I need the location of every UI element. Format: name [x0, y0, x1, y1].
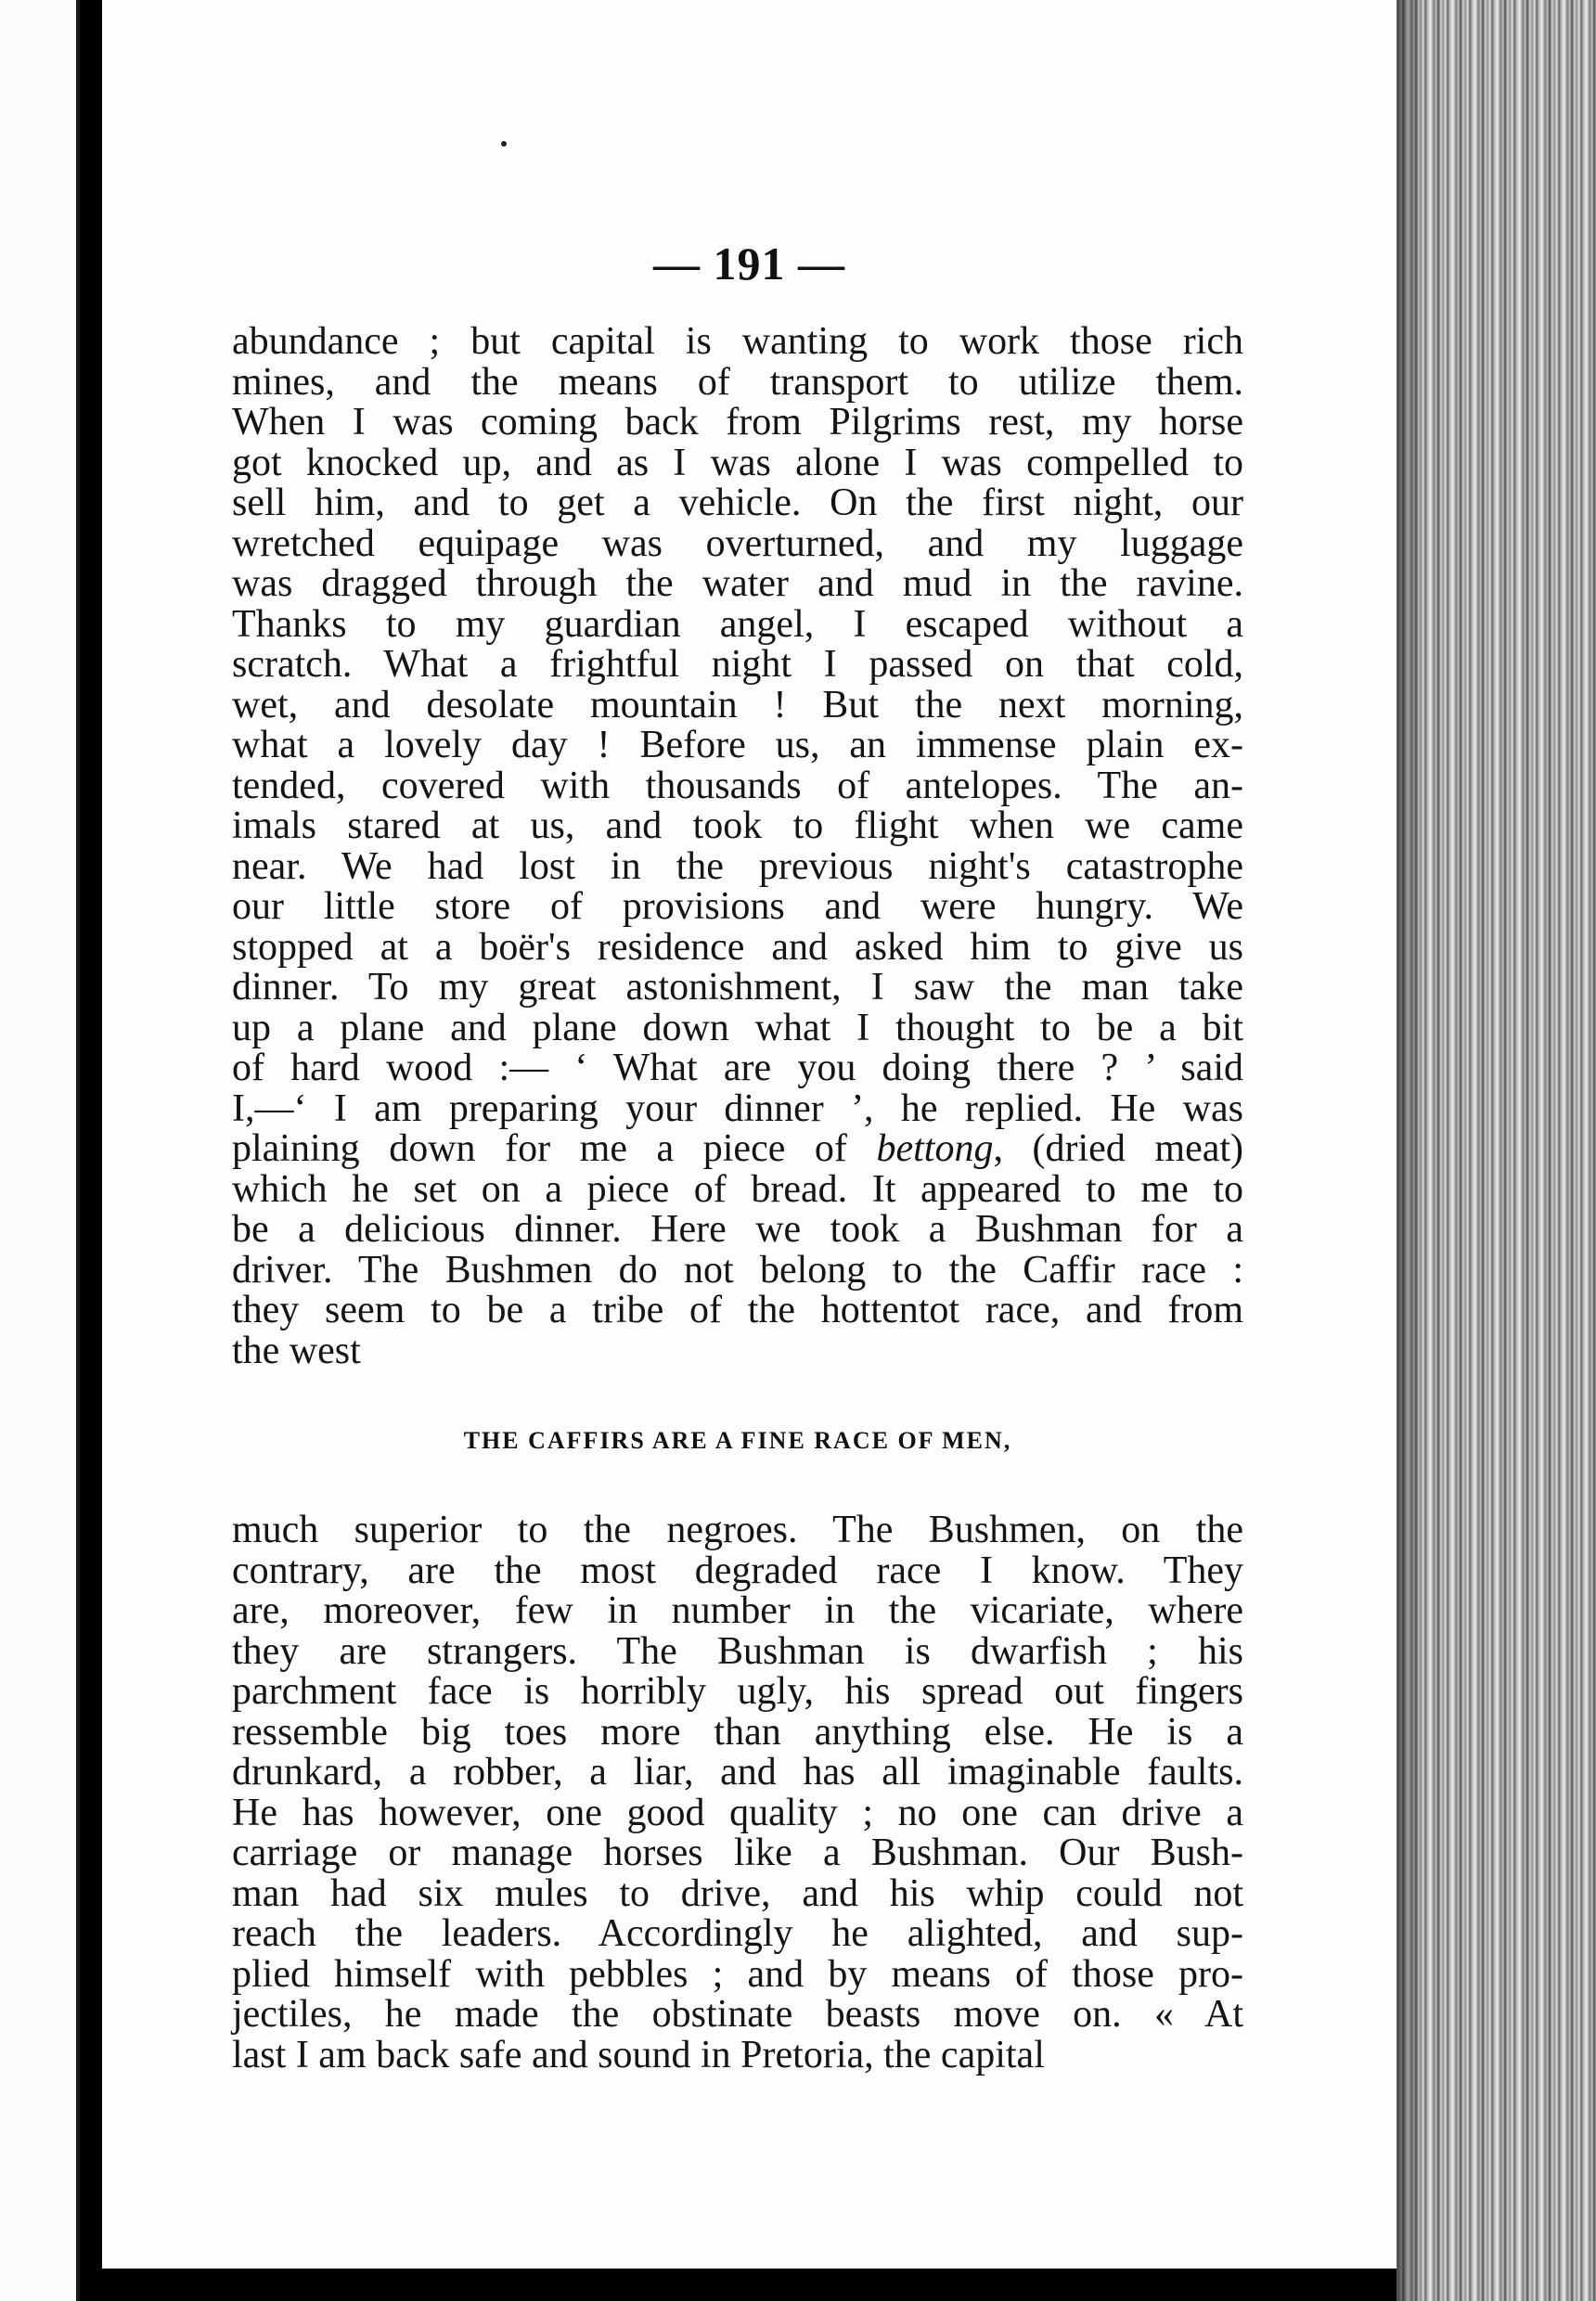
text-line: which he set on a piece of bread. It appeared to me to: [232, 1167, 1243, 1211]
text-line: our little store of provisions and were hungry. We: [232, 885, 1243, 928]
text-line: carriage or manage horses like a Bushman. Our Bush-: [232, 1832, 1243, 1874]
text-line: the west: [232, 1329, 361, 1372]
text-line: abundance ; but capital is wanting to work those rich: [232, 320, 1243, 363]
text-line: dinner. To my great astonishment, I saw the man take: [232, 966, 1243, 1009]
text-line: sell him, and to get a vehicle. On the first night, our: [232, 482, 1243, 524]
text-line: plied himself with pebbles ; and by means of those pro-: [232, 1952, 1243, 1996]
text-line: drunkard, a robber, a liar, and has all imaginable faults.: [232, 1751, 1243, 1793]
text-line: jectiles, he made the obstinate beasts move on. « At: [232, 1993, 1243, 2036]
text-line: last I am back safe and sound in Pretoria, the capital: [232, 2033, 1045, 2076]
text-segment: , (dried meat): [993, 1127, 1244, 1170]
text-line: I,—‘ I am preparing your dinner ’, he replied. He was: [232, 1086, 1243, 1130]
text-line: what a lovely day ! Before us, an immense plain ex-: [232, 724, 1243, 766]
page-number-header: — 191 —: [653, 238, 845, 289]
text-line: tended, covered with thousands of antelopes. The an-: [232, 764, 1243, 807]
text-line: are, moreover, few in number in the vicariate, where: [232, 1589, 1243, 1632]
text-line: near. We had lost in the previous night's catastrophe: [232, 844, 1243, 888]
text-line: they seem to be a tribe of the hottentot race, and from: [232, 1289, 1243, 1331]
italic-term: bettong: [876, 1127, 994, 1170]
text-line: ressemble big toes more than anything else. He is a: [232, 1710, 1243, 1754]
text-line: was dragged through the water and mud in the ravine.: [232, 562, 1243, 605]
text-line: reach the leaders. Accordingly he alighted, and sup-: [232, 1912, 1243, 1955]
ink-speck: [501, 141, 507, 147]
stacked-page-edges: [1396, 0, 1596, 2301]
text-line: up a plane and plane down what I thought to be a bit: [232, 1006, 1243, 1049]
section-heading: THE CAFFIRS ARE A FINE RACE OF MEN,: [463, 1427, 1012, 1454]
text-line: imals stared at us, and took to flight when we came: [232, 804, 1243, 847]
text-line: driver. The Bushmen do not belong to the Caffir race :: [232, 1248, 1243, 1292]
bottom-scan-border: [102, 2269, 1396, 2301]
text-line: contrary, are the most degraded race I know. They: [232, 1549, 1243, 1592]
text-line: man had six mules to drive, and his whip could not: [232, 1871, 1243, 1915]
text-line: scratch. What a frightful night I passed on that cold,: [232, 643, 1243, 686]
text-line: wet, and desolate mountain ! But the next morning,: [232, 683, 1243, 726]
text-line: wretched equipage was overturned, and my luggage: [232, 521, 1243, 565]
text-line: they are strangers. The Bushman is dwarfish ; his: [232, 1629, 1243, 1673]
text-line: got knocked up, and as I was alone I was compelled to: [232, 441, 1243, 484]
text-line: be a delicious dinner. Here we took a Bushman for a: [232, 1208, 1243, 1251]
page-edge-shadow: [1396, 0, 1424, 2301]
text-line: stopped at a boër's residence and asked him to give us: [232, 925, 1243, 969]
text-segment: plaining down for me a piece of: [232, 1127, 877, 1170]
left-page-margin: [0, 0, 80, 2301]
text-line: He has however, one good quality ; no one can drive a: [232, 1791, 1243, 1834]
text-line: [232, 1129, 1243, 1170]
text-line: Thanks to my guardian angel, I escaped without a: [232, 602, 1243, 646]
text-line: much superior to the negroes. The Bushmen, on the: [232, 1509, 1243, 1551]
body-text-block-2: [232, 1510, 1243, 2076]
text-line: When I was coming back from Pilgrims rest, my horse: [232, 401, 1243, 443]
body-text-block-1: [232, 322, 1243, 1371]
text-line: mines, and the means of transport to utilize them.: [232, 360, 1243, 404]
text-line: parchment face is horribly ugly, his spread out fingers: [232, 1670, 1243, 1713]
text-line: of hard wood :— ‘ What are you doing there ? ’ said: [232, 1047, 1243, 1089]
